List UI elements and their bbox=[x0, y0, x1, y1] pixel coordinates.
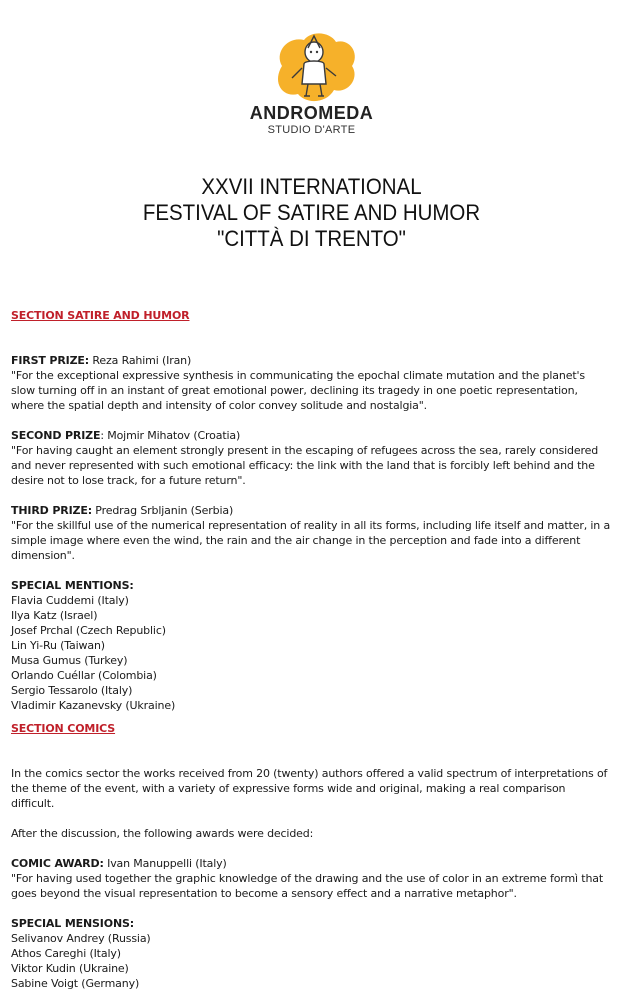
list-item: Athos Careghi (Italy) bbox=[11, 947, 121, 960]
second-prize-winner: : Mojmir Mihatov (Croatia) bbox=[100, 429, 241, 442]
results-body bbox=[11, 308, 611, 991]
first-prize bbox=[11, 353, 611, 368]
comic-award-label: COMIC AWARD: bbox=[11, 857, 104, 870]
page-title bbox=[22, 174, 601, 252]
list-item: Sabine Voigt (Germany) bbox=[11, 977, 140, 990]
third-prize-label: THIRD PRIZE: bbox=[11, 504, 92, 517]
third-prize bbox=[11, 503, 611, 518]
list-item: Flavia Cuddemi (Italy) bbox=[11, 594, 129, 607]
list-item: Sergio Tessarolo (Italy) bbox=[11, 684, 133, 697]
section-heading-satire: SECTION SATIRE AND HUMOR bbox=[11, 309, 190, 322]
second-prize bbox=[11, 428, 611, 443]
comic-award-motivation: "For having used together the graphic knowledge of the drawing and the use of color in an extreme formì that goes beyond the visual representation to become a sensory effect and a narrative metaphor". bbox=[11, 872, 604, 900]
paint-splash-figure-icon bbox=[268, 28, 360, 108]
title-line-1: XXVII INTERNATIONAL bbox=[201, 174, 422, 199]
first-prize-motivation: "For the exceptional expressive synthesis in communicating the epochal climate mutation and the planet's slow turning off in an instant of great emotional power, declining its tragedy in one poetic representation, where the spatial depth and intensity of color convey solitude and nostalgia". bbox=[11, 369, 585, 412]
comics-discussion: After the discussion, the following awards were decided: bbox=[11, 827, 314, 840]
comic-award bbox=[11, 856, 611, 871]
logo-subtitle: STUDIO D'ARTE bbox=[267, 124, 356, 136]
special-mensions-list bbox=[11, 931, 611, 991]
special-mentions-list bbox=[11, 593, 611, 713]
title-line-2: FESTIVAL OF SATIRE AND HUMOR bbox=[142, 200, 481, 225]
list-item: Josef Prchal (Czech Republic) bbox=[11, 624, 166, 637]
comic-award-winner: Ivan Manuppelli (Italy) bbox=[103, 857, 227, 870]
second-prize-motivation: "For having caught an element strongly present in the escaping of refugees across the sea, rarely considered and never represented with such emotional efficacy: the link with the land that is forcibly left behind and the desire not to lose track, for a future return". bbox=[11, 444, 599, 487]
list-item: Selivanov Andrey (Russia) bbox=[11, 932, 151, 945]
special-mensions-heading: SPECIAL MENSIONS: bbox=[11, 917, 135, 930]
list-item: Vladimir Kazanevsky (Ukraine) bbox=[11, 699, 176, 712]
comics-intro: In the comics sector the works received from 20 (twenty) authors offered a valid spectrum of interpretations of the theme of the event, with a variety of expressive forms wide and original, making a real comparison difficult. bbox=[11, 767, 608, 810]
third-prize-motivation: "For the skillful use of the numerical representation of reality in all its forms, including life itself and matter, in a simple image where even the wind, the rain and the air change in the perception and fade into a different dimension". bbox=[11, 519, 611, 562]
second-prize-label: SECOND PRIZE bbox=[11, 429, 101, 442]
logo-name: ANDROMEDA bbox=[249, 103, 374, 123]
title-line-3: "CITTÀ DI TRENTO" bbox=[217, 226, 406, 251]
third-prize-winner: Predrag Srbljanin (Serbia) bbox=[91, 504, 234, 517]
list-item: Lin Yi-Ru (Taiwan) bbox=[11, 639, 105, 652]
list-item: Ilya Katz (Israel) bbox=[11, 609, 98, 622]
list-item: Viktor Kudin (Ukraine) bbox=[11, 962, 129, 975]
list-item: Musa Gumus (Turkey) bbox=[11, 654, 128, 667]
andromeda-logo bbox=[0, 28, 623, 138]
list-item: Orlando Cuéllar (Colombia) bbox=[11, 669, 157, 682]
special-mentions-heading: SPECIAL MENTIONS: bbox=[11, 579, 134, 592]
first-prize-label: FIRST PRIZE: bbox=[11, 354, 90, 367]
first-prize-winner: Reza Rahimi (Iran) bbox=[89, 354, 192, 367]
section-heading-comics: SECTION COMICS bbox=[11, 722, 116, 735]
